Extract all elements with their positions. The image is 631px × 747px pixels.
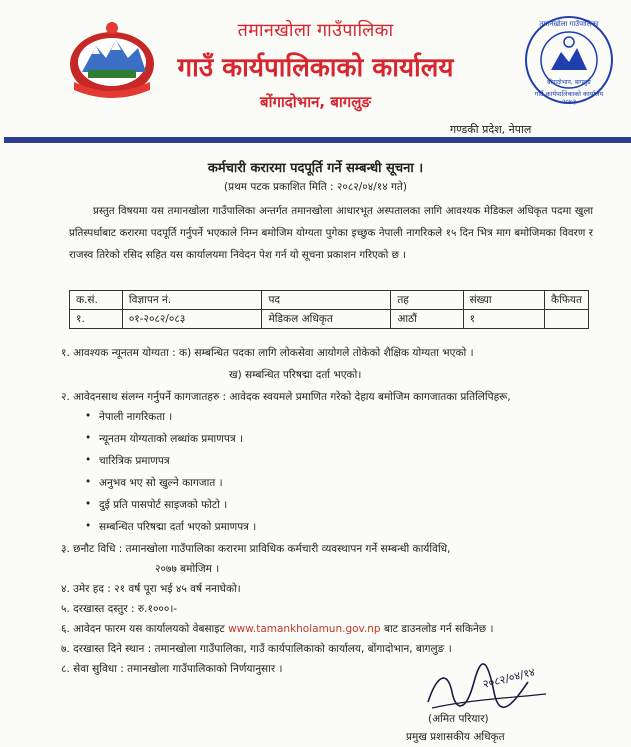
list-item: • चारित्रिक प्रमाणपत्र bbox=[99, 454, 170, 468]
list-item: • सम्बन्धित परिषद्मा दर्ता भएको प्रमाणपत्र । bbox=[99, 520, 256, 534]
requirement-7: ७. दरखास्त दिने स्थान : तमानखोला गाउँपालिका, गाउँ कार्यपालिकाको कार्यालय, बोंगादोभान, बागलुङ । bbox=[61, 643, 452, 655]
seal-text-bottom: गाउँ कार्यपालिकाको कार्यालय bbox=[534, 90, 604, 98]
notice-body: प्रस्तुत विषयमा यस तमानखोला गाउँपालिका अन्तर्गत तमानखोला आधारभूत अस्पतालका लागि आवश्यक मेडिकल अधिकृत पदमा खुला प्रतिस्पर्धाबाट करारमा पदपूर्ति गर्नुपर्ने भएकाले निम्न बमोजिम योग्यता पुगेका इच्छुक नेपाली नागरिकले १५ दिन भित्र माग बमोजिमका विवरण र राजस्व तिरेको रसिद सहित यस कार्यालयमा निवेदन पेश गर्न यो सूचना प्रकाशन गरिएको छ । bbox=[69, 205, 593, 261]
requirement-4: ४. उमेर हद : २१ वर्ष पूरा भई ४५ वर्ष ननाघेको। bbox=[61, 583, 241, 595]
requirement-3b: २०७७ बमोजिम । bbox=[155, 563, 220, 575]
seal-town: बोंगादोभान, बागलुङ bbox=[547, 79, 591, 86]
office-name: गाउँ कार्यपालिकाको कार्यालय bbox=[177, 53, 454, 83]
col-post: पद bbox=[262, 291, 391, 310]
province-label: गण्डकी प्रदेश, नेपाल bbox=[450, 123, 532, 136]
requirement-1: १. आवश्यक न्यूनतम योग्यता : क) सम्बन्धित पदका लागि लोकसेवा आयोगले तोकेको शैक्षिक योग्यता भएको । bbox=[61, 347, 474, 359]
requirement-5: ५. दरखास्त दस्तुर : रु.१०००।- bbox=[61, 603, 178, 615]
cell-remarks bbox=[545, 310, 589, 329]
website-link[interactable]: www.tamankholamun.gov.np bbox=[228, 623, 381, 635]
col-count: संख्या bbox=[463, 291, 544, 310]
signatory-name: (अमित परियार) bbox=[428, 713, 489, 725]
signature-date: २०८२/०४/१४ bbox=[481, 665, 537, 691]
requirement-6-text: ६. आवेदन फारम यस कार्यालयको वेबसाइट bbox=[61, 623, 225, 635]
publish-date: (प्रथम पटक प्रकाशित मिति : २०८२/०४/१४ गते) bbox=[224, 181, 407, 193]
list-item: • अनुभव भए सो खुल्ने कागजात । bbox=[99, 476, 223, 490]
cell-sn: १. bbox=[70, 310, 123, 329]
cell-ad-no: ०१-२०८२/०८३ bbox=[122, 310, 262, 329]
table-header-row bbox=[70, 291, 589, 310]
cell-post: मेडिकल अधिकृत bbox=[262, 310, 391, 329]
seal-text-top: तमानखोला गाउँपालिका bbox=[539, 20, 599, 28]
header-divider bbox=[4, 137, 631, 143]
requirement-6 bbox=[61, 622, 493, 636]
requirement-3: ३. छनौट विधि : तमानखोला गाउँपालिका करारमा प्राविधिक कर्मचारी व्यवस्थापन गर्ने सम्बन्धी कार्यविधि, bbox=[61, 543, 451, 555]
list-item: • नेपाली नागरिकता । bbox=[99, 410, 172, 424]
requirement-8: ८. सेवा सुविधा : तमानखोला गाउँपालिकाको निर्णयानुसार । bbox=[61, 663, 283, 675]
seal-year: २०७३ bbox=[561, 98, 577, 106]
col-ad-no: विज्ञापन नं. bbox=[122, 291, 262, 310]
municipality-name: तमानखोला गाउँपालिका bbox=[237, 20, 394, 41]
list-item: • दुई प्रति पासपोर्ट साइजको फोटो । bbox=[99, 498, 227, 512]
requirement-1b: ख) सम्बन्धित परिषद्मा दर्ता भएको। bbox=[229, 369, 362, 381]
list-item: • न्यूनतम योग्यताको लब्धांक प्रमाणपत्र । bbox=[99, 432, 243, 446]
cell-level: आठौं bbox=[391, 310, 463, 329]
table-row bbox=[70, 310, 589, 329]
col-level: तह bbox=[391, 291, 463, 310]
requirement-6-suffix: बाट डाउनलोड गर्न सकिनेछ । bbox=[383, 623, 494, 635]
signatory-title: प्रमुख प्रशासकीय अधिकृत bbox=[406, 731, 505, 743]
col-sn: क.सं. bbox=[70, 291, 123, 310]
vacancy-table bbox=[69, 290, 589, 329]
requirement-2: २. आवेदनसाथ संलग्न गर्नुपर्ने कागजातहरु : आवेदक स्वयमले प्रमाणित गरेको देहाय बमोजिम कागजातका प्रतिलिपिहरू, bbox=[61, 391, 511, 403]
notice-title: कर्मचारी करारमा पदपूर्ति गर्ने सम्बन्धी सूचना । bbox=[207, 161, 424, 176]
office-address: बोंगादोभान, बागलुङ bbox=[260, 93, 371, 111]
cell-count: १ bbox=[463, 310, 544, 329]
col-remarks: कैफियत bbox=[545, 291, 589, 310]
